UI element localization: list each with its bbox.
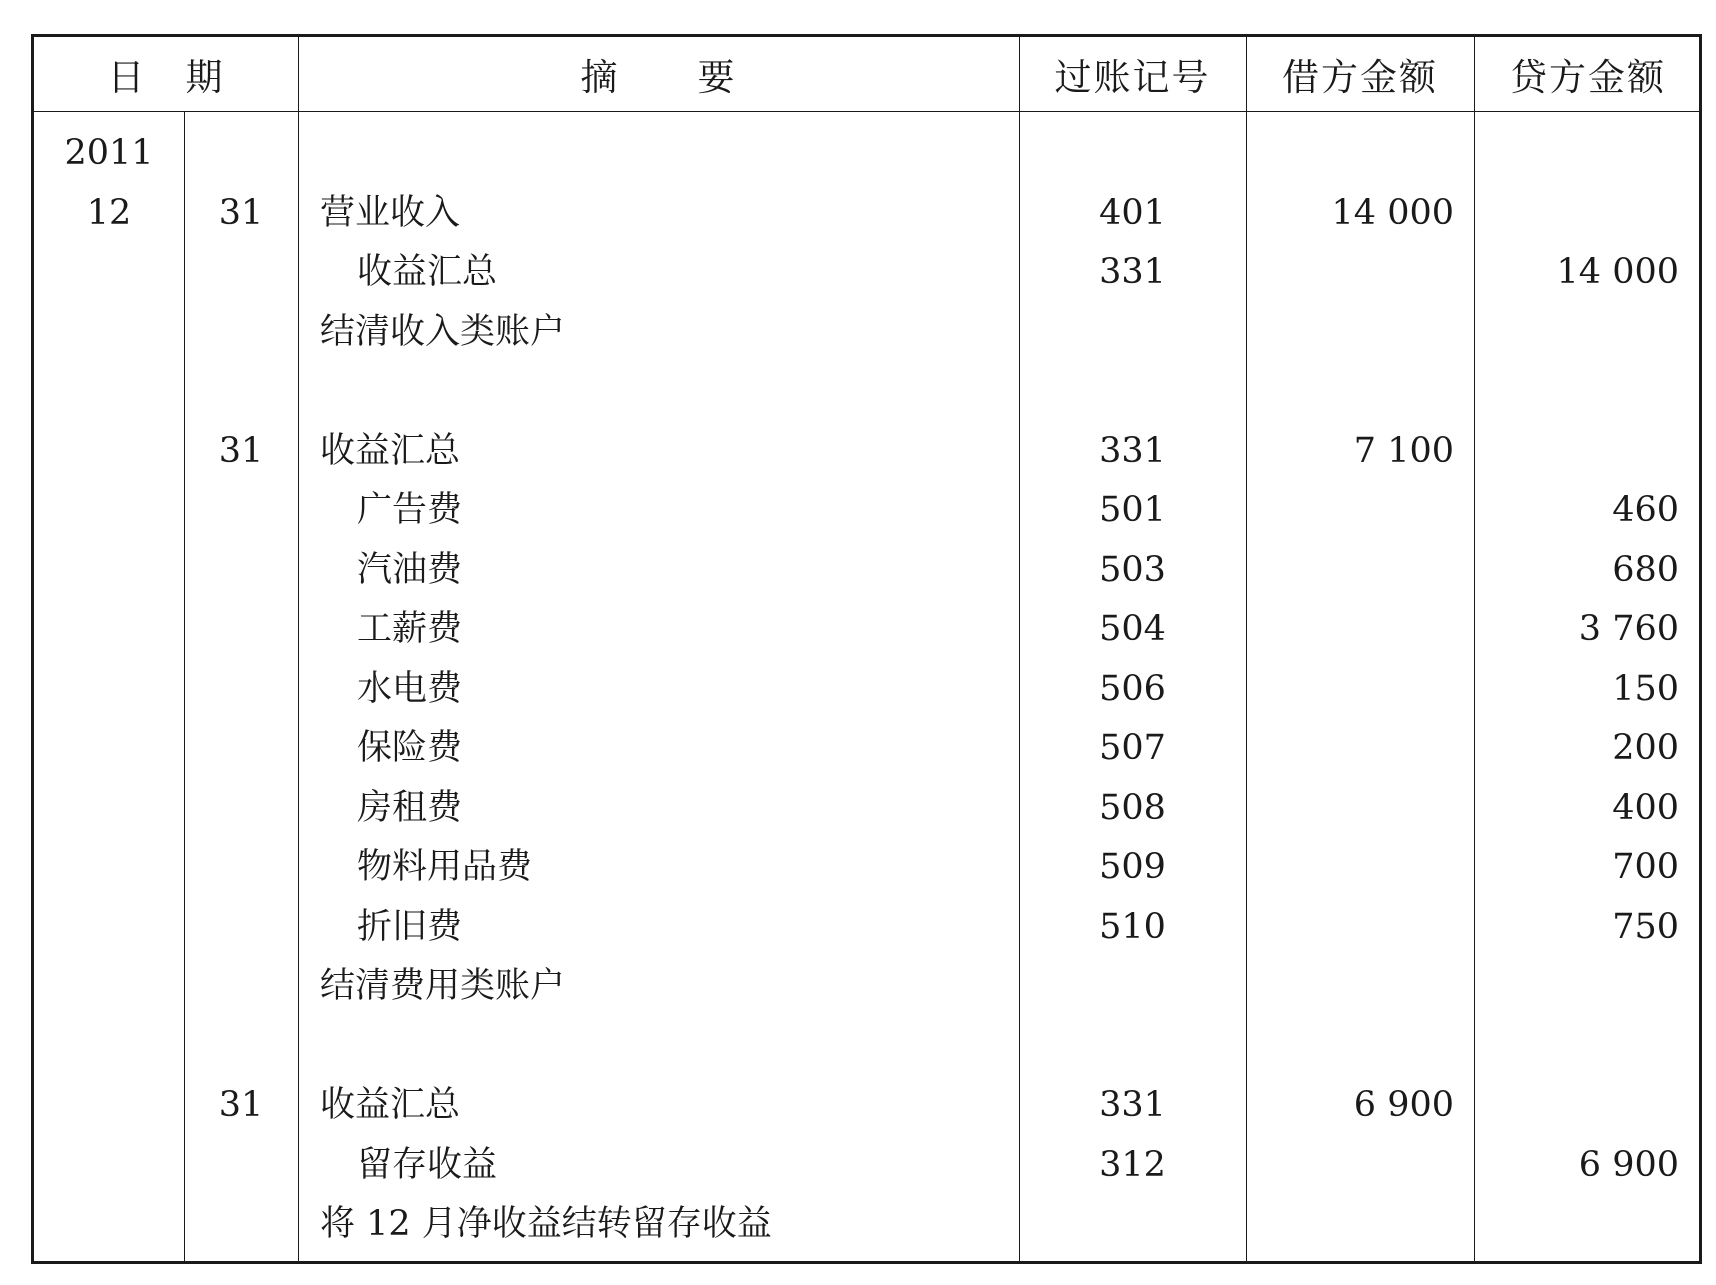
header-summary: 摘 要 [580, 56, 737, 99]
date-year-cell [34, 421, 184, 481]
date-year-cell [34, 1016, 184, 1076]
credit-cell: 750 [1612, 906, 1679, 947]
summary-cell [320, 1016, 1010, 1076]
summary-cell [320, 123, 1010, 183]
date-day-cell [184, 1194, 298, 1254]
date-day-cell [184, 837, 298, 897]
summary-cell: 保险费 [357, 728, 463, 768]
date-year-cell [34, 599, 184, 659]
date-year-cell [34, 361, 184, 421]
credit-cell [1474, 361, 1679, 421]
credit-cell: 400 [1612, 787, 1679, 828]
post-ref-cell [1019, 1194, 1246, 1254]
summary-cell: 结清费用类账户 [320, 966, 566, 1006]
date-day-cell: 31 [218, 1085, 264, 1125]
date-day-cell [184, 302, 298, 362]
table-row [34, 1075, 1699, 1135]
credit-cell [1474, 302, 1679, 362]
date-day-cell: 31 [218, 430, 264, 471]
post-ref-cell: 503 [1099, 549, 1166, 590]
table-row [34, 897, 1699, 957]
post-ref-cell: 331 [1099, 252, 1166, 292]
header-divider [34, 111, 1699, 112]
credit-cell [1474, 1194, 1679, 1254]
summary-cell: 结清收入类账户 [320, 311, 566, 352]
date-day-cell [184, 599, 298, 659]
debit-cell: 14 000 [1331, 192, 1454, 233]
summary-cell: 将 12 月净收益结转留存收益 [320, 1204, 772, 1244]
date-year-cell [34, 1194, 184, 1254]
summary-cell: 收益汇总 [357, 252, 498, 292]
debit-cell [1246, 480, 1454, 540]
post-ref-cell [1019, 123, 1246, 183]
date-day-cell [184, 897, 298, 957]
table-row [34, 956, 1699, 1016]
table-row [34, 1135, 1699, 1195]
table-row [34, 183, 1699, 243]
post-ref-cell [1019, 956, 1246, 1016]
debit-cell [1246, 659, 1454, 719]
date-year-cell [34, 956, 184, 1016]
summary-cell: 房租费 [357, 787, 463, 828]
header-date: 日 期 [107, 56, 225, 99]
date-year-cell [34, 302, 184, 362]
debit-cell [1246, 956, 1454, 1016]
credit-cell: 680 [1612, 549, 1679, 590]
debit-cell [1246, 1016, 1454, 1076]
header-credit: 贷方金额 [1510, 56, 1666, 99]
credit-cell: 460 [1612, 490, 1679, 530]
table-row [34, 302, 1699, 362]
table-row [34, 718, 1699, 778]
credit-cell [1474, 123, 1679, 183]
date-year-cell: 2011 [64, 133, 154, 173]
date-year-cell [34, 242, 184, 302]
date-day-cell [184, 1016, 298, 1076]
date-day-cell [184, 480, 298, 540]
summary-cell: 营业收入 [320, 192, 461, 233]
summary-cell: 收益汇总 [320, 430, 461, 471]
date-day-cell [184, 540, 298, 600]
table-row [34, 599, 1699, 659]
date-year-cell: 12 [86, 192, 132, 233]
debit-cell [1246, 302, 1454, 362]
post-ref-cell: 331 [1099, 1085, 1166, 1125]
post-ref-cell [1019, 361, 1246, 421]
journal-table [31, 34, 1702, 1264]
debit-cell [1246, 540, 1454, 600]
debit-cell [1246, 123, 1454, 183]
credit-cell: 14 000 [1556, 252, 1679, 292]
debit-cell [1246, 718, 1454, 778]
credit-cell [1474, 421, 1679, 481]
debit-cell [1246, 361, 1454, 421]
summary-cell: 水电费 [357, 668, 463, 709]
debit-cell [1246, 778, 1454, 838]
date-day-cell: 31 [218, 192, 264, 233]
debit-cell [1246, 242, 1454, 302]
date-year-cell [34, 837, 184, 897]
post-ref-cell: 508 [1099, 787, 1166, 828]
post-ref-cell: 331 [1099, 430, 1166, 471]
date-day-cell [184, 1135, 298, 1195]
summary-cell: 折旧费 [357, 906, 463, 947]
date-year-cell [34, 1135, 184, 1195]
debit-cell [1246, 837, 1454, 897]
debit-cell [1246, 897, 1454, 957]
credit-cell: 3 760 [1578, 609, 1679, 649]
post-ref-cell: 507 [1099, 728, 1166, 768]
post-ref-cell: 504 [1099, 609, 1166, 649]
date-year-cell [34, 540, 184, 600]
table-row [34, 778, 1699, 838]
post-ref-cell: 401 [1099, 192, 1166, 233]
summary-cell: 广告费 [357, 490, 463, 530]
credit-cell: 200 [1612, 728, 1679, 768]
header-debit: 借方金额 [1282, 56, 1438, 99]
credit-cell: 700 [1612, 847, 1679, 887]
table-row [34, 659, 1699, 719]
post-ref-cell: 506 [1099, 668, 1166, 709]
summary-cell [320, 361, 1010, 421]
header-post-ref: 过账记号 [1054, 56, 1211, 99]
credit-cell [1474, 183, 1679, 243]
debit-cell [1246, 1194, 1454, 1254]
table-row [34, 1016, 1699, 1076]
date-year-cell [34, 1075, 184, 1135]
post-ref-cell [1019, 302, 1246, 362]
debit-cell: 7 100 [1353, 430, 1454, 471]
summary-cell: 留存收益 [357, 1144, 498, 1185]
post-ref-cell: 312 [1099, 1144, 1166, 1185]
debit-cell [1246, 1135, 1454, 1195]
post-ref-cell: 509 [1099, 847, 1166, 887]
date-day-cell [184, 123, 298, 183]
credit-cell: 6 900 [1578, 1144, 1679, 1185]
date-day-cell [184, 659, 298, 719]
debit-cell: 6 900 [1353, 1085, 1454, 1125]
date-year-cell [34, 778, 184, 838]
date-year-cell [34, 897, 184, 957]
credit-cell [1474, 1016, 1679, 1076]
table-row [34, 480, 1699, 540]
table-row [34, 540, 1699, 600]
table-row [34, 421, 1699, 481]
table-row [34, 242, 1699, 302]
credit-cell: 150 [1612, 668, 1679, 709]
date-day-cell [184, 361, 298, 421]
table-row [34, 123, 1699, 183]
summary-cell: 汽油费 [357, 549, 463, 590]
date-day-cell [184, 956, 298, 1016]
post-ref-cell [1019, 1016, 1246, 1076]
date-year-cell [34, 659, 184, 719]
summary-cell: 工薪费 [357, 609, 463, 649]
credit-cell [1474, 956, 1679, 1016]
summary-cell: 收益汇总 [320, 1085, 461, 1125]
post-ref-cell: 501 [1099, 490, 1166, 530]
date-day-cell [184, 242, 298, 302]
date-day-cell [184, 778, 298, 838]
date-year-cell [34, 718, 184, 778]
table-row [34, 837, 1699, 897]
table-row [34, 361, 1699, 421]
summary-cell: 物料用品费 [357, 847, 533, 887]
debit-cell [1246, 599, 1454, 659]
table-row [34, 1194, 1699, 1254]
date-year-cell [34, 480, 184, 540]
date-day-cell [184, 718, 298, 778]
credit-cell [1474, 1075, 1679, 1135]
post-ref-cell: 510 [1099, 906, 1166, 947]
